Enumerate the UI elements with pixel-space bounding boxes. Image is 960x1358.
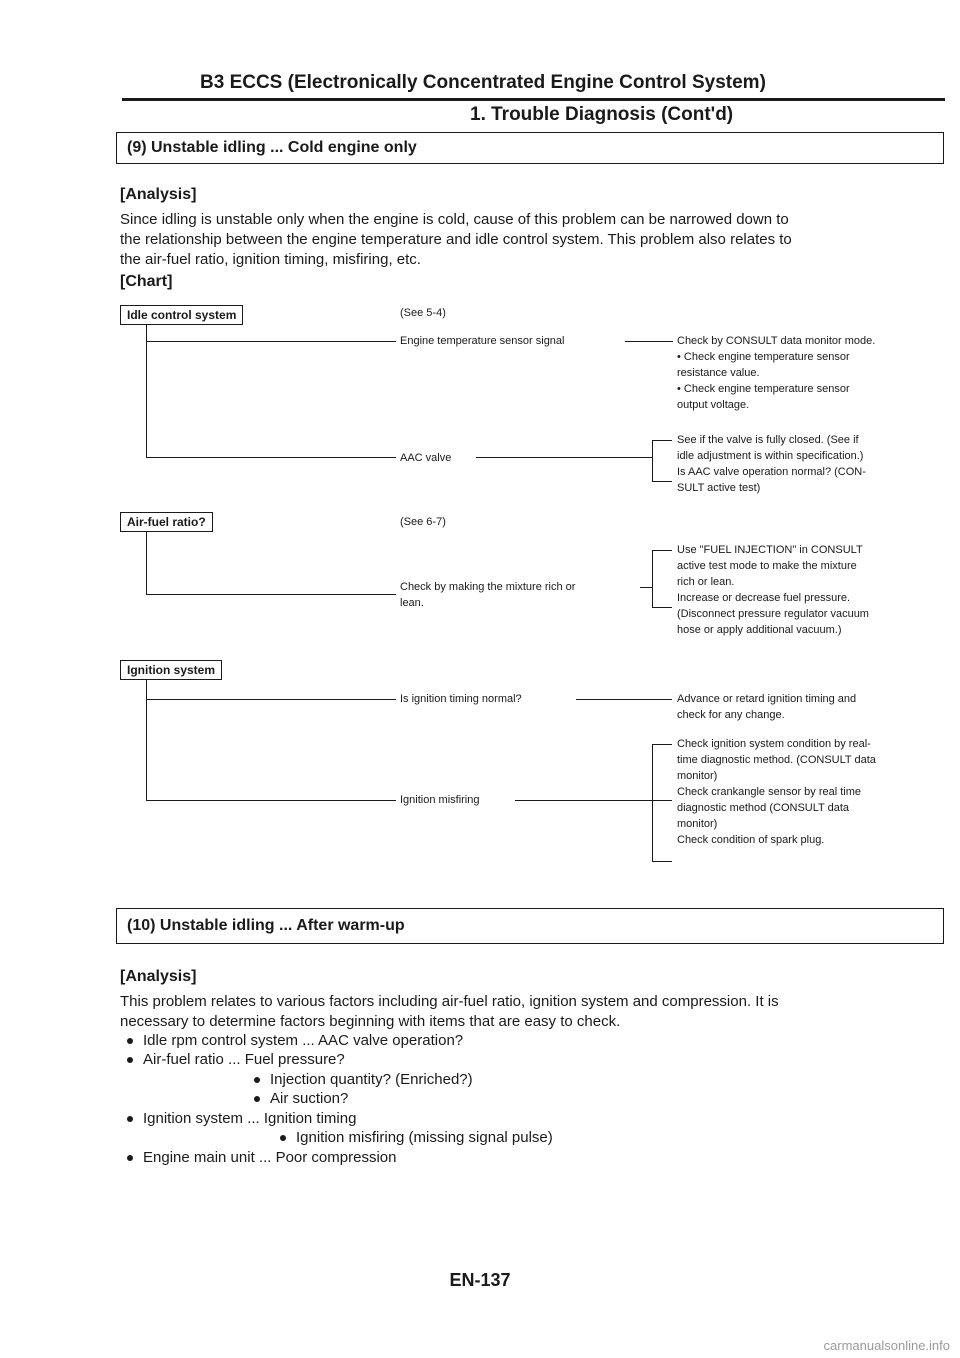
mixture-connector [640,587,652,588]
bullet-icon [280,1135,286,1141]
mixture-bracket-bottom [652,607,672,608]
air-fuel-reference: (See 6-7) [400,516,446,528]
analysis-line: the air-fuel ratio, ignition timing, misfiring, etc. [120,251,421,268]
check-line: SULT active test) [677,482,761,494]
ignition-system-box: Ignition system [120,660,222,680]
check-line: Check ignition system condition by real- [677,738,871,750]
check-line: time diagnostic method. (CONSULT data [677,754,876,766]
check-line: • Check engine temperature sensor [677,383,850,395]
bullet-icon [254,1077,260,1083]
engine-temp-connector [625,341,673,342]
engine-temp-checks [677,333,875,413]
header-rule [122,98,945,101]
document-title: B3 ECCS (Electronically Concentrated Engine Control System) [200,72,766,93]
list-item: Ignition system ... Ignition timing [127,1109,356,1128]
check-line: Increase or decrease fuel pressure. [677,592,851,604]
bullet-icon [127,1057,133,1063]
idle-trunk-line [146,325,147,457]
check-line: Check condition of spark plug. [677,834,825,846]
mixture-line: Check by making the mixture rich or [400,581,576,593]
check-line: output voltage. [677,399,750,411]
check-line: rich or lean. [677,576,735,588]
bullet-icon [127,1038,133,1044]
list-item: Air-fuel ratio ... Fuel pressure? [127,1050,345,1069]
mixture-check [400,579,575,611]
list-item: Injection quantity? (Enriched?) [254,1070,473,1089]
check-line: check for any change. [677,709,785,721]
page-number: EN-137 [449,1270,511,1290]
check-line: See if the valve is fully closed. (See if [677,434,859,446]
section-10-analysis-text [120,992,950,1032]
list-item: Ignition misfiring (missing signal pulse) [280,1128,553,1147]
check-line: Is AAC valve operation normal? (CON- [677,466,866,478]
air-fuel-ratio-box: Air-fuel ratio? [120,512,213,532]
check-line: idle adjustment is within specification.) [677,450,864,462]
section-9-analysis-label: [Analysis] [120,186,197,203]
check-line: monitor) [677,818,718,830]
ignition-timing-normal: Is ignition timing normal? [400,693,522,705]
engine-temp-branch-line [146,341,396,342]
bullet-icon [254,1096,260,1102]
misfire-checks [677,736,876,848]
analysis-line: Since idling is unstable only when the engine is cold, cause of this problem can be narrowed down to [120,211,789,228]
engine-temp-sensor-signal: Engine temperature sensor signal [400,335,565,347]
check-line: Advance or retard ignition timing and [677,693,857,705]
check-line: diagnostic method (CONSULT data [677,802,850,814]
watermark: carmanualsonline.info [823,1338,950,1353]
timing-branch-line [146,699,396,700]
bullet-icon [127,1155,133,1161]
aac-bracket [652,440,653,482]
section-9-analysis-text [120,210,950,270]
mixture-bracket [652,550,653,608]
document-subtitle: 1. Trouble Diagnosis (Cont'd) [470,104,734,125]
air-fuel-trunk-line [146,532,147,595]
analysis-line: the relationship between the engine temperature and idle control system. This problem also relates to [120,231,792,248]
check-line: Check crankangle sensor by real time [677,786,862,798]
misfire-branch-line [146,800,396,801]
idle-reference: (See 5-4) [400,307,446,319]
mixture-line: lean. [400,597,424,609]
aac-checks [677,432,866,496]
mixture-checks [677,542,869,638]
misfire-bracket-bottom [652,861,672,862]
check-line: monitor) [677,770,718,782]
check-line: hose or apply additional vacuum.) [677,624,842,636]
mixture-branch-line [146,594,396,595]
aac-valve: AAC valve [400,452,452,464]
check-line: • Check engine temperature sensor [677,351,850,363]
list-item: Air suction? [254,1089,348,1108]
aac-branch-line [146,457,396,458]
analysis-line: necessary to determine factors beginning with items that are easy to check. [120,1013,621,1030]
section-9-chart-label: [Chart] [120,273,173,290]
bullet-icon [127,1116,133,1122]
section-9-heading: (9) Unstable idling ... Cold engine only [127,139,417,156]
section-10-heading-box [116,908,944,944]
check-line: Check by CONSULT data monitor mode. [677,335,876,347]
section-10-heading: (10) Unstable idling ... After warm-up [127,917,405,934]
aac-bracket-bottom [652,481,672,482]
timing-connector [576,699,672,700]
timing-checks [677,691,856,723]
mixture-bracket-top [652,550,672,551]
list-item: Idle rpm control system ... AAC valve operation? [127,1031,463,1050]
section-9-heading-box [116,132,944,164]
check-line: (Disconnect pressure regulator vacuum [677,608,869,620]
misfire-bracket [652,744,653,862]
list-item: Engine main unit ... Poor compression [127,1148,396,1167]
misfire-bracket-top [652,744,672,745]
analysis-line: This problem relates to various factors including air-fuel ratio, ignition system and compression. It is [120,993,779,1010]
check-line: active test mode to make the mixture [677,560,857,572]
check-line: resistance value. [677,367,760,379]
section-10-analysis-label: [Analysis] [120,968,197,985]
check-line: Use "FUEL INJECTION" in CONSULT [677,544,863,556]
idle-control-system-box: Idle control system [120,305,243,325]
misfire-connector [515,800,672,801]
ignition-misfiring: Ignition misfiring [400,794,480,806]
aac-bracket-top [652,440,672,441]
aac-connector [476,457,652,458]
